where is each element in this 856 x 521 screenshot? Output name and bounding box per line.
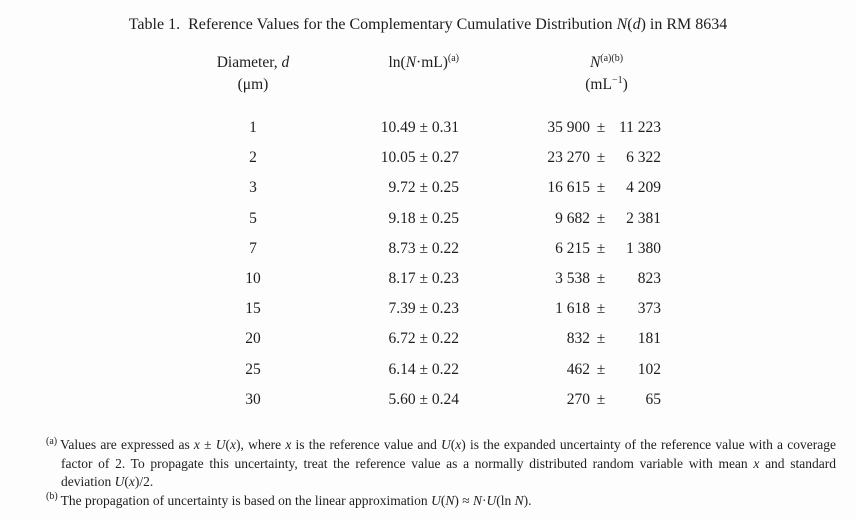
table-body: [180, 113, 664, 415]
n-uncertainty-cell: 181: [637, 330, 661, 348]
n-uncertainty-cell: 4 209: [626, 179, 661, 197]
diameter-cell: 2: [249, 149, 257, 167]
col-header-ln: [326, 52, 465, 96]
n-uncertainty-cell: 11 223: [618, 119, 661, 136]
plus-minus-sign: ±: [596, 390, 606, 408]
col-header-n: [465, 52, 664, 96]
ln-value-cell: 5.60 ± 0.24: [388, 390, 459, 408]
diameter-cell: 7: [249, 239, 257, 257]
footnote-b-marker: (b): [46, 491, 58, 503]
ln-value-cell: 10.05 ± 0.27: [380, 149, 459, 167]
n-value-cell: 23 270: [547, 149, 590, 167]
diameter-cell: 20: [245, 330, 261, 348]
plus-minus-sign: ±: [596, 330, 606, 348]
diameter-cell: 3: [249, 179, 257, 197]
n-value-cell: 9 682: [555, 209, 590, 227]
plus-minus-sign: ±: [596, 360, 606, 378]
col-header-ln-label: $\ln(N\cdot mL)^{(a)}$: [388, 52, 459, 71]
col-header-diameter: [180, 52, 326, 96]
col-header-diameter-label: Diameter, d: [216, 54, 290, 71]
ln-value-cell: 10.49 ± 0.31: [380, 119, 459, 136]
ln-value-cell: 6.72 ± 0.22: [388, 330, 459, 348]
n-uncertainty-cell: 373: [637, 300, 661, 318]
table-header: [180, 52, 664, 96]
ln-value-cell: 7.39 ± 0.23: [388, 300, 459, 318]
diameter-cell: 15: [245, 300, 261, 318]
footnote-b-text: The propagation of uncertainty is based on the linear approximation U(N) ≈ N·U(ln N).: [60, 492, 532, 508]
n-uncertainty-cell: 823: [637, 269, 661, 287]
col-header-n-label: $N^{(a)(b)}$: [589, 52, 624, 71]
n-uncertainty-cell: 6 322: [626, 149, 661, 167]
plus-minus-sign: ±: [596, 149, 606, 167]
ln-value-cell: 8.17 ± 0.23: [388, 269, 459, 287]
footnote-b: [46, 492, 836, 511]
diameter-cell: 25: [245, 360, 261, 378]
ln-value-cell: 9.18 ± 0.25: [388, 209, 459, 227]
n-value-cell: 462: [566, 360, 590, 378]
n-value-cell: 6 215: [555, 239, 590, 257]
n-value-cell: 1 618: [555, 300, 590, 318]
diameter-cell: 5: [249, 209, 257, 227]
n-value-cell: 16 615: [547, 179, 590, 197]
n-value-cell: 270: [566, 390, 590, 408]
diameter-cell: 1: [249, 119, 257, 136]
col-header-n-unit: $(mL^{-1})$: [585, 74, 628, 93]
footnotes: [46, 436, 836, 510]
diameter-cell: 10: [245, 269, 261, 287]
footnote-a-marker: (a): [46, 435, 58, 447]
footnote-a-text: Values are expressed as x ± U(x), where x is the reference value and U(x) is the expanded uncertainty of the reference value with a coverage factor of 2. To propagate this uncertainty, treat the reference value as a normally distributed random variable with mean x and standard deviation U(x)/2.: [60, 437, 836, 490]
n-value-cell: 832: [566, 330, 590, 348]
ln-value-cell: 9.72 ± 0.25: [388, 179, 459, 197]
col-header-diameter-unit: (μm): [237, 76, 269, 93]
n-uncertainty-cell: 65: [645, 390, 661, 408]
diameter-cell: 30: [245, 390, 261, 408]
n-value-cell: 35 900: [547, 119, 590, 136]
table-caption: [0, 14, 856, 36]
n-value-cell: 3 538: [555, 269, 590, 287]
plus-minus-sign: ±: [596, 300, 606, 318]
table-caption-text: Table 1. Reference Values for the Complementary Cumulative Distribution N(d) in RM 8634: [128, 16, 728, 33]
plus-minus-sign: ±: [596, 119, 606, 136]
footnote-a: [46, 436, 836, 492]
n-uncertainty-cell: 102: [637, 360, 661, 378]
plus-minus-sign: ±: [596, 239, 606, 257]
plus-minus-sign: ±: [596, 179, 606, 197]
plus-minus-sign: ±: [596, 269, 606, 287]
plus-minus-sign: ±: [596, 209, 606, 227]
ln-value-cell: 6.14 ± 0.22: [388, 360, 459, 378]
n-uncertainty-cell: 1 380: [626, 239, 661, 257]
n-uncertainty-cell: 2 381: [626, 209, 661, 227]
ln-value-cell: 8.73 ± 0.22: [388, 239, 459, 257]
